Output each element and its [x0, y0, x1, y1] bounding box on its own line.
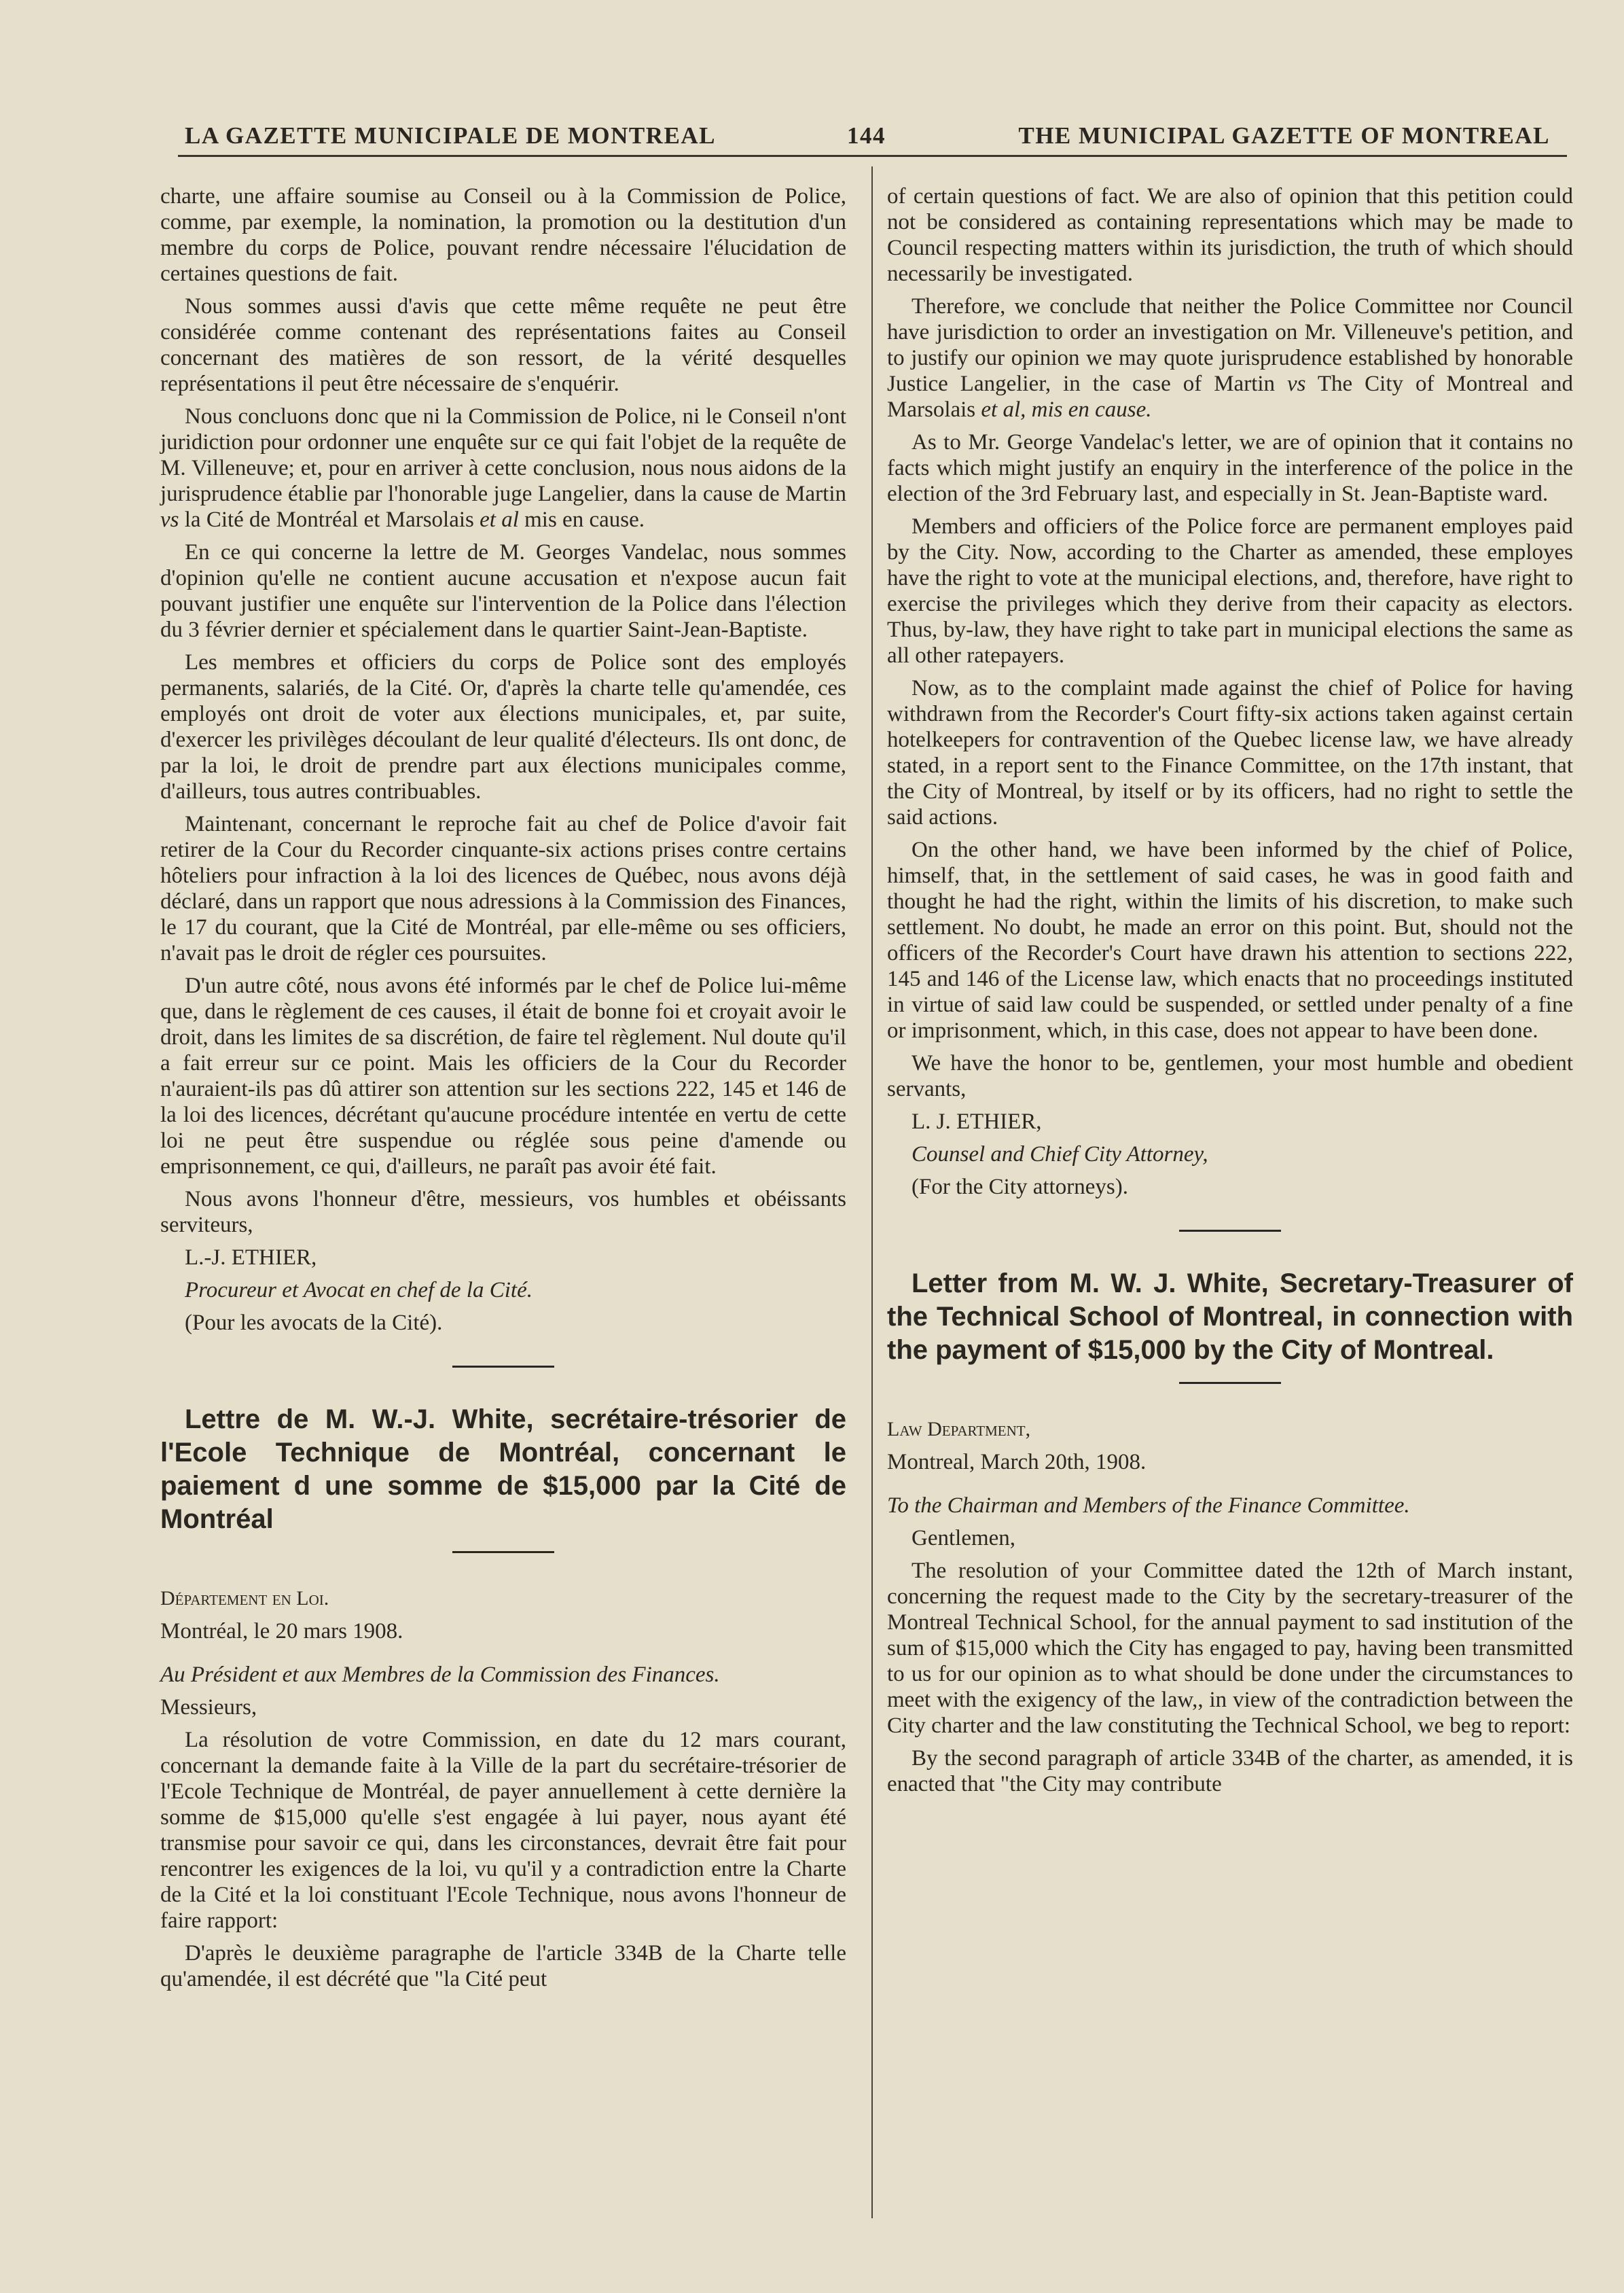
en-date: Montreal, March 20th, 1908. — [887, 1450, 1147, 1474]
fr-address: Au Président et aux Membres de la Commission des Finances. — [160, 1663, 720, 1687]
en-signature-title: Counsel and Chief City Attorney, — [912, 1142, 1208, 1167]
fr-paragraph: En ce qui concerne la lettre de M. Georges Vandelac, nous sommes d'opinion qu'elle ne contient aucune accusation et n'expose aucun fait pouvant justifier une enquête sur l'intervention de la Police dans l'élection du 3 février dernier et spécialement dans le quartier Saint-Jean-Baptiste. — [160, 540, 846, 642]
page-header — [178, 117, 1550, 151]
en-paragraph: Now, as to the complaint made against the chief of Police for having withdrawn from the Recorder's Court fifty-six actions taken against certain hotelkeepers for contravention of the Quebec license law, we have already stated, in a report sent to the Finance Committee, on the 17th instant, that the City of Montreal, by itself or by its officers, had no right to settle the said actions. — [887, 676, 1573, 830]
fr-salutation: Messieurs, — [160, 1695, 257, 1720]
en-department: Law Department, — [887, 1418, 1031, 1440]
column-divider — [871, 166, 873, 2218]
fr-signature-title: Procureur et Avocat en chef de la Cité. — [185, 1278, 533, 1302]
header-english-title: THE MUNICIPAL GAZETTE OF MONTREAL — [1018, 122, 1550, 149]
en-title-separator — [1179, 1382, 1281, 1384]
en-salutation: Gentlemen, — [912, 1526, 1016, 1550]
en-signature-note: (For the City attorneys). — [912, 1175, 1128, 1199]
english-column — [887, 183, 1573, 1804]
page-number: 144 — [847, 122, 886, 149]
fr-paragraph: Maintenant, concernant le reproche fait au chef de Police d'avoir fait retirer de la Cour du Recorder cinquante-six actions prises contre certains hôteliers pour infraction à la loi des licences de Québec, nous avons déjà déclaré, dans un rapport que nous adressions à la Commission des Finances, le 17 du courant, que la Cité de Montréal, par elle-même ou ses officiers, n'avait pas le droit de régler ces poursuites. — [160, 812, 846, 965]
fr-paragraph: La résolution de votre Commission, en date du 12 mars courant, concernant la demande faite à la Ville de la part du secrétaire-trésorier de l'Ecole Technique de Montréal, de payer annuellement à cette dernière la somme de $15,000 qu'elle s'est engagée à lui payer, nous ayant été transmise pour savoir ce qui, dans les circonstances, devrait être fait pour rencontrer les exigences de la loi, vu qu'il y a contradiction entre la Charte de la Cité et la loi constituant l'Ecole Technique, nous avons l'honneur de faire rapport: — [160, 1728, 846, 1933]
fr-paragraph: Nous concluons donc que ni la Commission de Police, ni le Conseil n'ont juridiction pour ordonner une enquête sur ce qui fait l'objet de la requête de M. Villeneuve; et, pour en arriver à cette conclusion, nous nous aidons de la jurisprudence établie par l'honorable juge Langelier, dans la cause de Martin vs la Cité de Montréal et Marsolais et al mis en cause. — [160, 404, 846, 532]
en-paragraph: of certain questions of fact. We are also of opinion that this petition could not be considered as containing representations which may be made to Council respecting matters within its jurisdiction, the truth of which should necessarily be investigated. — [887, 184, 1573, 286]
header-french-title: LA GAZETTE MUNICIPALE DE MONTREAL — [185, 122, 717, 149]
en-paragraph: Members and officiers of the Police force are permanent employes paid by the City. Now, according to the Charter as amended, these employes have the right to vote at the municipal elections, and, therefore, have right to exercise the privileges which they derive from their capacity as electors. Thus, by-law, they have right to take part in municipal elections the same as all other ratepayers. — [887, 514, 1573, 668]
en-section-separator — [1179, 1230, 1281, 1232]
fr-paragraph: Les membres et officiers du corps de Police sont des employés permanents, salariés, de la Cité. Or, d'après la charte telle qu'amendée, ces employés ont droit de voter aux élections municipales, et, par suite, d'exercer les privilèges découlant de leur qualité d'électeurs. Ils ont donc, de par la loi, le droit de prendre part aux élections municipales comme, d'ailleurs, tous autres contribuables. — [160, 650, 846, 804]
en-closing: We have the honor to be, gentlemen, your most humble and obedient servants, — [887, 1051, 1573, 1101]
header-rule — [178, 155, 1567, 157]
french-column — [160, 183, 846, 1999]
fr-paragraph: charte, une affaire soumise au Conseil ou à la Commission de Police, comme, par exemple, la nomination, la promotion ou la destitution d'un membre du corps de Police, pouvant rendre nécessaire l'élucidation de certaines questions de fait. — [160, 184, 846, 286]
fr-department: Département en Loi. — [160, 1587, 329, 1610]
fr-letter-title: Lettre de M. W.-J. White, secrétaire-trésorier de l'Ecole Technique de Montréal, concernant le paiement d une somme de $15,000 par la Cité de Montréal — [160, 1404, 846, 1534]
fr-paragraph: D'un autre côté, nous avons été informés par le chef de Police lui-même que, dans le règlement de ces causes, il était de bonne foi et croyait avoir le droit, dans les limites de sa discrétion, de faire tel règlement. Nul doute qu'il a fait erreur sur ce point. Mais les officiers de la Cour du Recorder n'auraient-ils pas dû attirer son attention sur les sections 222, 145 et 146 de la loi des licences, décrétant qu'aucune procédure intentée en vertu de cette loi ne peut être suspendue ou réglée sous peine d'amende ou emprisonnement, ce qui, d'ailleurs, ne paraît pas avoir été fait. — [160, 974, 846, 1179]
fr-signature-name: L.-J. ETHIER, — [185, 1245, 317, 1270]
fr-title-separator — [452, 1551, 554, 1553]
en-paragraph: The resolution of your Committee dated the 12th of March instant, concerning the request made to the City by the secretary-treasurer of the Montreal Technical School, for the annual payment to sad institution of the sum of $15,000 which the City has engaged to pay, having been transmitted to us for our opinion as to what should be done under the circumstances to meet with the exigency of the law,, in view of the contradiction between the City charter and the law constituting the Technical School, we beg to report: — [887, 1559, 1573, 1738]
en-paragraph: As to Mr. George Vandelac's letter, we are of opinion that it contains no facts which might justify an enquiry in the interference of the police in the election of the 3rd February last, and especially in St. Jean-Baptiste ward. — [887, 430, 1573, 506]
fr-paragraph: Nous sommes aussi d'avis que cette même requête ne peut être considérée comme contenant des représentations faites au Conseil concernant des matières de son ressort, de la vérité desquelles représentations il peut être nécessaire de s'enquérir. — [160, 294, 846, 396]
en-signature-name: L. J. ETHIER, — [912, 1109, 1042, 1134]
en-address: To the Chairman and Members of the Finance Committee. — [887, 1493, 1410, 1518]
fr-closing: Nous avons l'honneur d'être, messieurs, vos humbles et obéissants serviteurs, — [160, 1187, 846, 1237]
en-paragraph: Therefore, we conclude that neither the Police Committee nor Council have jurisdiction to order an investigation on Mr. Villeneuve's petition, and to justify our opinion we may quote jurisprudence established by honorable Justice Langelier, in the case of Martin vs The City of Montreal and Marsolais et al, mis en cause. — [887, 294, 1573, 422]
fr-section-separator — [452, 1366, 554, 1368]
fr-signature-note: (Pour les avocats de la Cité). — [185, 1311, 443, 1335]
fr-paragraph: D'après le deuxième paragraphe de l'article 334B de la Charte telle qu'amendée, il est décrété que "la Cité peut — [160, 1941, 846, 1991]
fr-date: Montréal, le 20 mars 1908. — [160, 1619, 403, 1643]
en-letter-title: Letter from M. W. J. White, Secretary-Treasurer of the Technical School of Montreal, in connection with the payment of $15,000 by the City of Montreal. — [887, 1268, 1573, 1365]
en-paragraph: By the second paragraph of article 334B of the charter, as amended, it is enacted that "the City may contribute — [887, 1746, 1573, 1796]
en-paragraph: On the other hand, we have been informed by the chief of Police, himself, that, in the settlement of said cases, he was in good faith and thought he had the right, within the limits of his discretion, to make such settlement. No doubt, he made an error on this point. But, should not the officers of the Recorder's Court have drawn his attention to sections 222, 145 and 146 of the License law, which enacts that no proceedings instituted in virtue of said law could be suspended, or settled under penalty of a fine or imprisonment, which, in this case, does not appear to have been done. — [887, 838, 1573, 1043]
